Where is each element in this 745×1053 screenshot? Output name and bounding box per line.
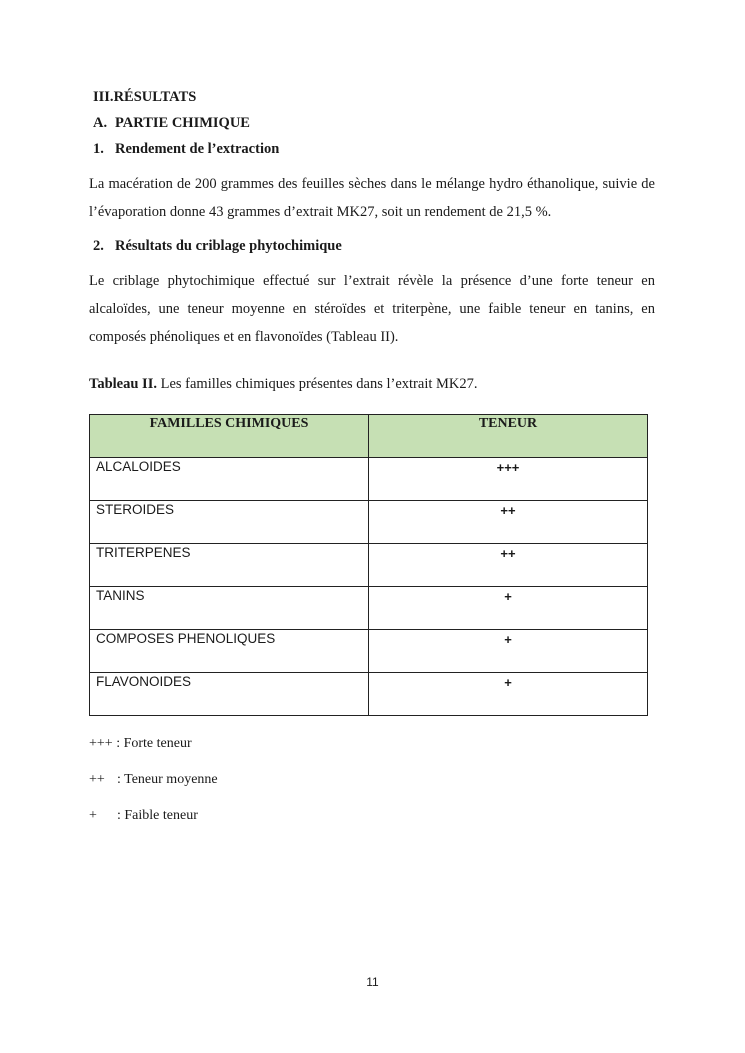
legend-symbol: ++ [89, 772, 105, 787]
section-title: RÉSULTATS [113, 89, 197, 105]
screening-paragraph: Le criblage phytochimique effectué sur l’extrait révèle la présence d’une forte teneur en alcaloïdes, une teneur moyenne en stéroïdes et triterpène, une faible teneur en tanins, en composés phénoliques et en flavonoïdes (Tableau II). [89, 273, 655, 345]
famille-cell: ALCALOIDES [90, 458, 369, 501]
sub2-number: 2. [93, 238, 104, 254]
legend-item [89, 772, 218, 788]
teneur-cell: ++ [369, 544, 648, 587]
table-row [90, 587, 648, 630]
famille-cell: STEROIDES [90, 501, 369, 544]
legend-text: : Faible teneur [117, 808, 198, 823]
legend-text: : Forte teneur [116, 736, 192, 751]
table-caption-label: Tableau II. [89, 376, 157, 392]
teneur-cell: + [369, 630, 648, 673]
section-number: III. [93, 89, 114, 105]
table-row [90, 630, 648, 673]
table-caption [89, 376, 478, 393]
chemical-families-table [89, 414, 648, 716]
table-header-row [90, 415, 648, 458]
teneur-cell: ++ [369, 501, 648, 544]
teneur-cell: +++ [369, 458, 648, 501]
famille-cell: COMPOSES PHENOLIQUES [90, 630, 369, 673]
famille-cell: TANINS [90, 587, 369, 630]
teneur-cell: + [369, 673, 648, 716]
famille-cell: FLAVONOIDES [90, 673, 369, 716]
section-heading [93, 89, 196, 106]
table-row [90, 544, 648, 587]
table-row [90, 673, 648, 716]
legend-item [89, 736, 192, 752]
legend-text: : Teneur moyenne [117, 772, 218, 787]
legend-symbol: + [89, 808, 97, 823]
legend-symbol: +++ [89, 736, 113, 751]
famille-cell: TRITERPENES [90, 544, 369, 587]
part-heading [93, 115, 250, 132]
sub1-title: Rendement de l’extraction [115, 141, 280, 157]
part-title: PARTIE CHIMIQUE [115, 115, 250, 131]
sub2-title: Résultats du criblage phytochimique [115, 238, 342, 254]
page-number: 11 [366, 975, 379, 989]
teneur-cell: + [369, 587, 648, 630]
extraction-paragraph: La macération de 200 grammes des feuilles sèches dans le mélange hydro éthanolique, suivie de l’évaporation donne 43 grammes d’extrait MK27, soit un rendement de 21,5 %. [89, 176, 655, 220]
header-familles: FAMILLES CHIMIQUES [90, 415, 369, 458]
legend-item [89, 808, 198, 824]
sub1-number: 1. [93, 141, 104, 157]
table-caption-text: Les familles chimiques présentes dans l’extrait MK27. [156, 376, 478, 392]
table-row [90, 458, 648, 501]
header-teneur: TENEUR [369, 415, 648, 458]
subheading-screening [93, 238, 342, 255]
subheading-extraction [93, 141, 279, 158]
table-row [90, 501, 648, 544]
part-letter: A. [93, 115, 108, 131]
